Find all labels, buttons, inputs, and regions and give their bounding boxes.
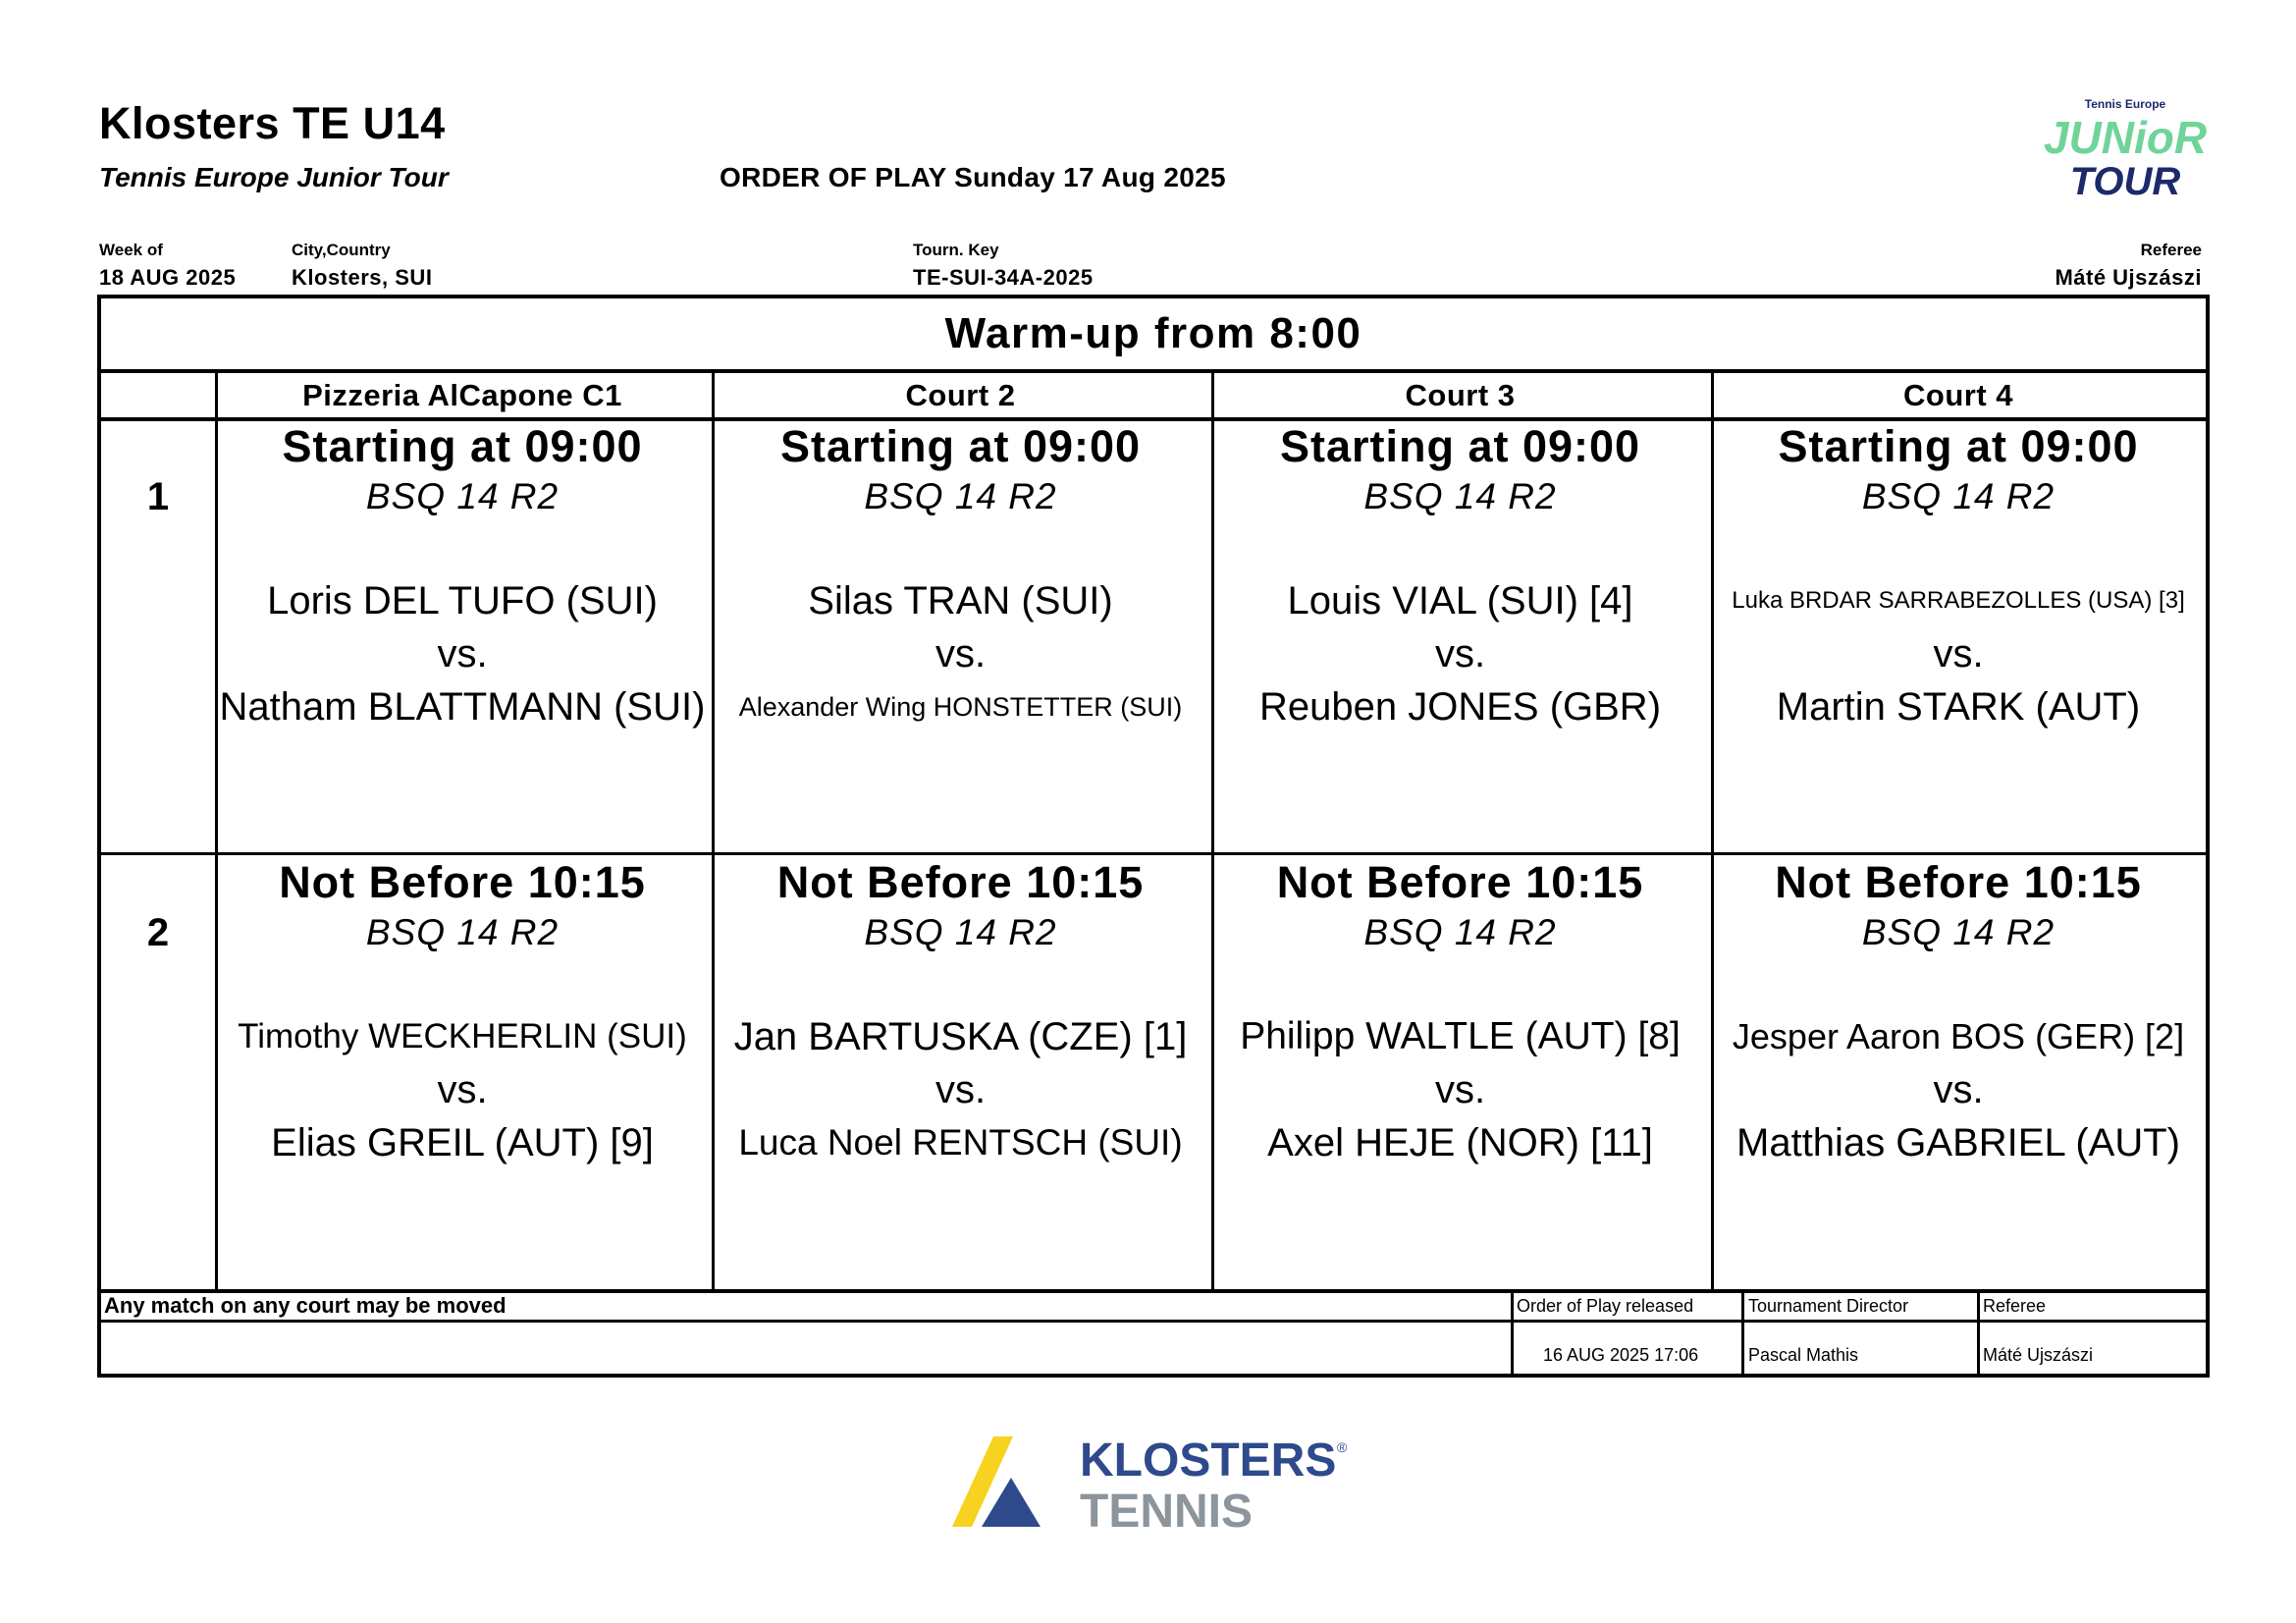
referee-label: Referee xyxy=(2140,241,2202,259)
match-event: BSQ 14 R2 xyxy=(864,476,1057,516)
match-cell xyxy=(711,855,1210,1169)
match-event: BSQ 14 R2 xyxy=(1861,476,2056,516)
match-cell xyxy=(1210,855,1710,1169)
player-2: Martin STARK (AUT) xyxy=(1776,685,2141,729)
match-event: BSQ 14 R2 xyxy=(864,912,1057,952)
match-time: Starting at 09:00 xyxy=(1778,421,2139,471)
match-cell xyxy=(214,855,711,1169)
city-label: City,Country xyxy=(292,241,391,259)
court-header-3: Court 3 xyxy=(1405,377,1516,412)
referee-value: Máté Ujszászi xyxy=(2055,265,2202,290)
logo-tour-text: TOUR xyxy=(2069,160,2181,203)
released-label: Order of Play released xyxy=(1517,1296,1694,1316)
match-cell xyxy=(1710,855,2207,1169)
player-1: Philipp WALTLE (AUT) [8] xyxy=(1240,1015,1681,1057)
player-1: Jesper Aaron BOS (GER) [2] xyxy=(1732,1016,2185,1056)
logo-tennis-europe-text: Tennis Europe xyxy=(2084,97,2166,111)
player-2: Alexander Wing HONSTETTER (SUI) xyxy=(738,692,1183,722)
versus: vs. xyxy=(934,632,987,676)
match-time: Not Before 10:15 xyxy=(279,857,646,907)
match-cell xyxy=(1210,419,1710,733)
court-header-2: Court 2 xyxy=(905,377,1016,412)
match-cell xyxy=(711,419,1210,733)
player-2: Reuben JONES (GBR) xyxy=(1258,685,1662,729)
match-time: Not Before 10:15 xyxy=(1775,857,2142,907)
player-1: Silas TRAN (SUI) xyxy=(808,579,1113,622)
grid-line xyxy=(101,1320,2206,1323)
row-number-1: 1 xyxy=(146,475,170,518)
court-header-4: Court 4 xyxy=(1903,377,2013,412)
warmup-banner: Warm-up from 8:00 xyxy=(944,309,1362,357)
match-time: Starting at 09:00 xyxy=(1279,421,1641,471)
grid-line xyxy=(1741,1289,1744,1378)
player-2: Matthias GABRIEL (AUT) xyxy=(1736,1121,2180,1164)
footer-note: Any match on any court may be moved xyxy=(104,1293,507,1318)
match-event: BSQ 14 R2 xyxy=(1363,912,1557,952)
match-time: Starting at 09:00 xyxy=(282,421,643,471)
versus: vs. xyxy=(1434,632,1486,676)
player-1: Timothy WECKHERLIN (SUI) xyxy=(238,1017,687,1055)
grid-line xyxy=(1511,1289,1514,1378)
match-time: Not Before 10:15 xyxy=(1276,857,1644,907)
player-1: Loris DEL TUFO (SUI) xyxy=(267,579,658,622)
versus: vs. xyxy=(1933,632,1984,676)
court-header-1: Pizzeria AlCapone C1 xyxy=(302,377,622,412)
tour-subtitle: Tennis Europe Junior Tour xyxy=(99,162,449,192)
tourn-key-label: Tourn. Key xyxy=(913,241,999,259)
versus: vs. xyxy=(934,1068,987,1111)
week-label: Week of xyxy=(99,241,163,259)
grid-line xyxy=(1977,1289,1980,1378)
match-event: BSQ 14 R2 xyxy=(365,476,560,516)
released-value: 16 AUG 2025 17:06 xyxy=(1543,1345,1699,1365)
match-time: Not Before 10:15 xyxy=(776,857,1145,907)
junior-tour-logo xyxy=(2042,96,2209,204)
versus: vs. xyxy=(1933,1068,1984,1111)
logo-registered-mark: ® xyxy=(1337,1439,1348,1455)
player-2: Elias GREIL (AUT) [9] xyxy=(271,1121,654,1164)
player-2: Luca Noel RENTSCH (SUI) xyxy=(738,1122,1183,1163)
versus: vs. xyxy=(1434,1068,1486,1111)
player-2: Natham BLATTMANN (SUI) xyxy=(219,685,706,729)
match-event: BSQ 14 R2 xyxy=(1363,476,1557,516)
logo-tennis-text: TENNIS xyxy=(1080,1486,1254,1532)
logo-klosters-text: KLOSTERS xyxy=(1080,1434,1337,1487)
tourn-key-value: TE-SUI-34A-2025 xyxy=(913,265,1094,290)
order-of-play-heading: ORDER OF PLAY Sunday 17 Aug 2025 xyxy=(720,162,1226,192)
player-1: Louis VIAL (SUI) [4] xyxy=(1287,579,1633,622)
footer-referee-value: Máté Ujszászi xyxy=(1983,1345,2094,1365)
player-1: Jan BARTUSKA (CZE) [1] xyxy=(733,1015,1188,1058)
week-value: 18 AUG 2025 xyxy=(99,265,237,290)
tournament-title: Klosters TE U14 xyxy=(99,98,446,148)
row-number-2: 2 xyxy=(146,911,170,954)
director-value: Pascal Mathis xyxy=(1748,1345,1859,1365)
logo-junior-text: JUNioR xyxy=(2043,112,2208,163)
match-time: Starting at 09:00 xyxy=(779,421,1142,471)
klosters-tennis-logo xyxy=(952,1429,1355,1532)
player-1: Luka BRDAR SARRABEZOLLES (USA) [3] xyxy=(1732,587,2185,614)
match-event: BSQ 14 R2 xyxy=(365,912,560,952)
match-cell xyxy=(214,419,711,733)
director-label: Tournament Director xyxy=(1748,1296,1909,1316)
player-2: Axel HEJE (NOR) [11] xyxy=(1267,1121,1653,1164)
versus: vs. xyxy=(437,632,488,676)
city-value: Klosters, SUI xyxy=(292,265,433,290)
match-event: BSQ 14 R2 xyxy=(1861,912,2056,952)
match-cell xyxy=(1710,419,2207,733)
footer-referee-label: Referee xyxy=(1983,1296,2047,1316)
versus: vs. xyxy=(437,1068,488,1111)
